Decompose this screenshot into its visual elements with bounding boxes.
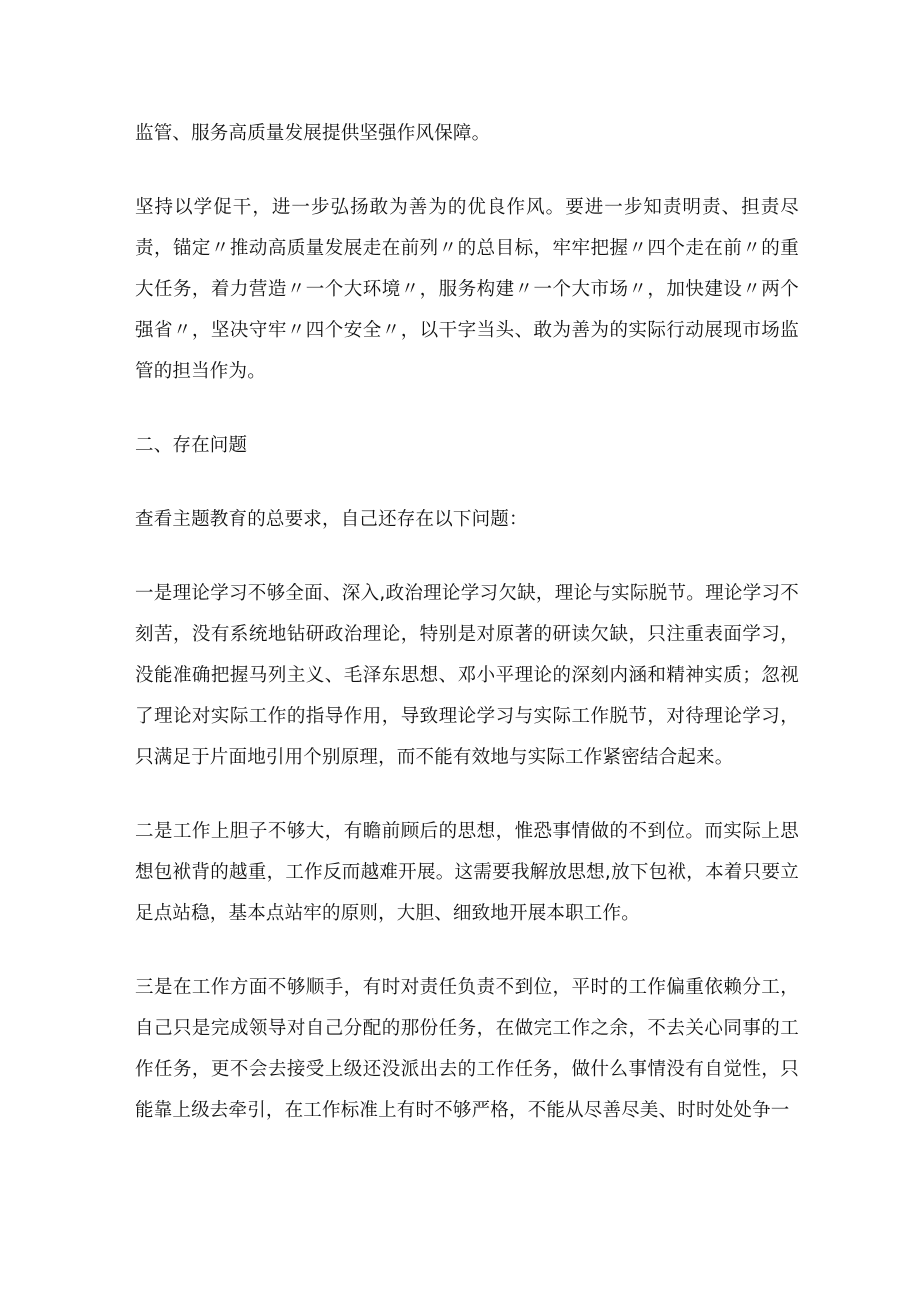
paragraph-problem-three: 三是在工作方面不够顺手，有时对责任负责不到位，平时的工作偏重依赖分工，自己只是完成领导对自己分配的那份任务，在做完工作之余，不去关心同事的工作任务，更不会去接受上级还没派出去的工作任务，做什么事情没有自觉性，只能靠上级去牵引，在工作标准上有时不够严格，不能从尽善尽美、时时处处争一 — [135, 977, 799, 1121]
section-heading-existing-problems: 二、存在问题 — [135, 435, 248, 456]
paragraph-problems-intro: 查看主题教育的总要求，自己还存在以下问题： — [135, 509, 528, 530]
paragraph-promote-work-style: 坚持以学促干，进一步弘扬敢为善为的优良作风。要进一步知责明责、担责尽责，锚定〃推动高质量发展走在前列〃的总目标，牢牢把握〃四个走在前〃的重大任务，着力营造〃一个大环境〃，服务构建〃一个大市场〃，加快建设〃两个强省〃，坚决守牢〃四个安全〃，以干字当头、敢为善为的实际行动展现市场监管的担当作为。 — [135, 197, 799, 382]
paragraph-problem-one: 一是理论学习不够全面、深入,政治理论学习欠缺，理论与实际脱节。理论学习不刻苦，没有系统地钻研政治理论，特别是对原著的研读欠缺，只注重表面学习，没能准确把握马列主义、毛泽东思想、邓小平理论的深刻内涵和精神实质；忽视了理论对实际工作的指导作用，导致理论学习与实际工作脱节，对待理论学习，只满足于片面地引用个别原理，而不能有效地与实际工作紧密结合起来。 — [135, 583, 799, 768]
paragraph-problem-two: 二是工作上胆子不够大，有瞻前顾后的思想，惟恐事情做的不到位。而实际上思想包袱背的越重，工作反而越难开展。这需要我解放思想,放下包袱，本着只要立足点站稳，基本点站牢的原则，大胆、细致地开展本职工作。 — [135, 821, 799, 924]
paragraph-intro-continuation: 监管、服务高质量发展提供坚强作风保障。 — [135, 123, 491, 144]
document-body — [135, 113, 799, 1131]
